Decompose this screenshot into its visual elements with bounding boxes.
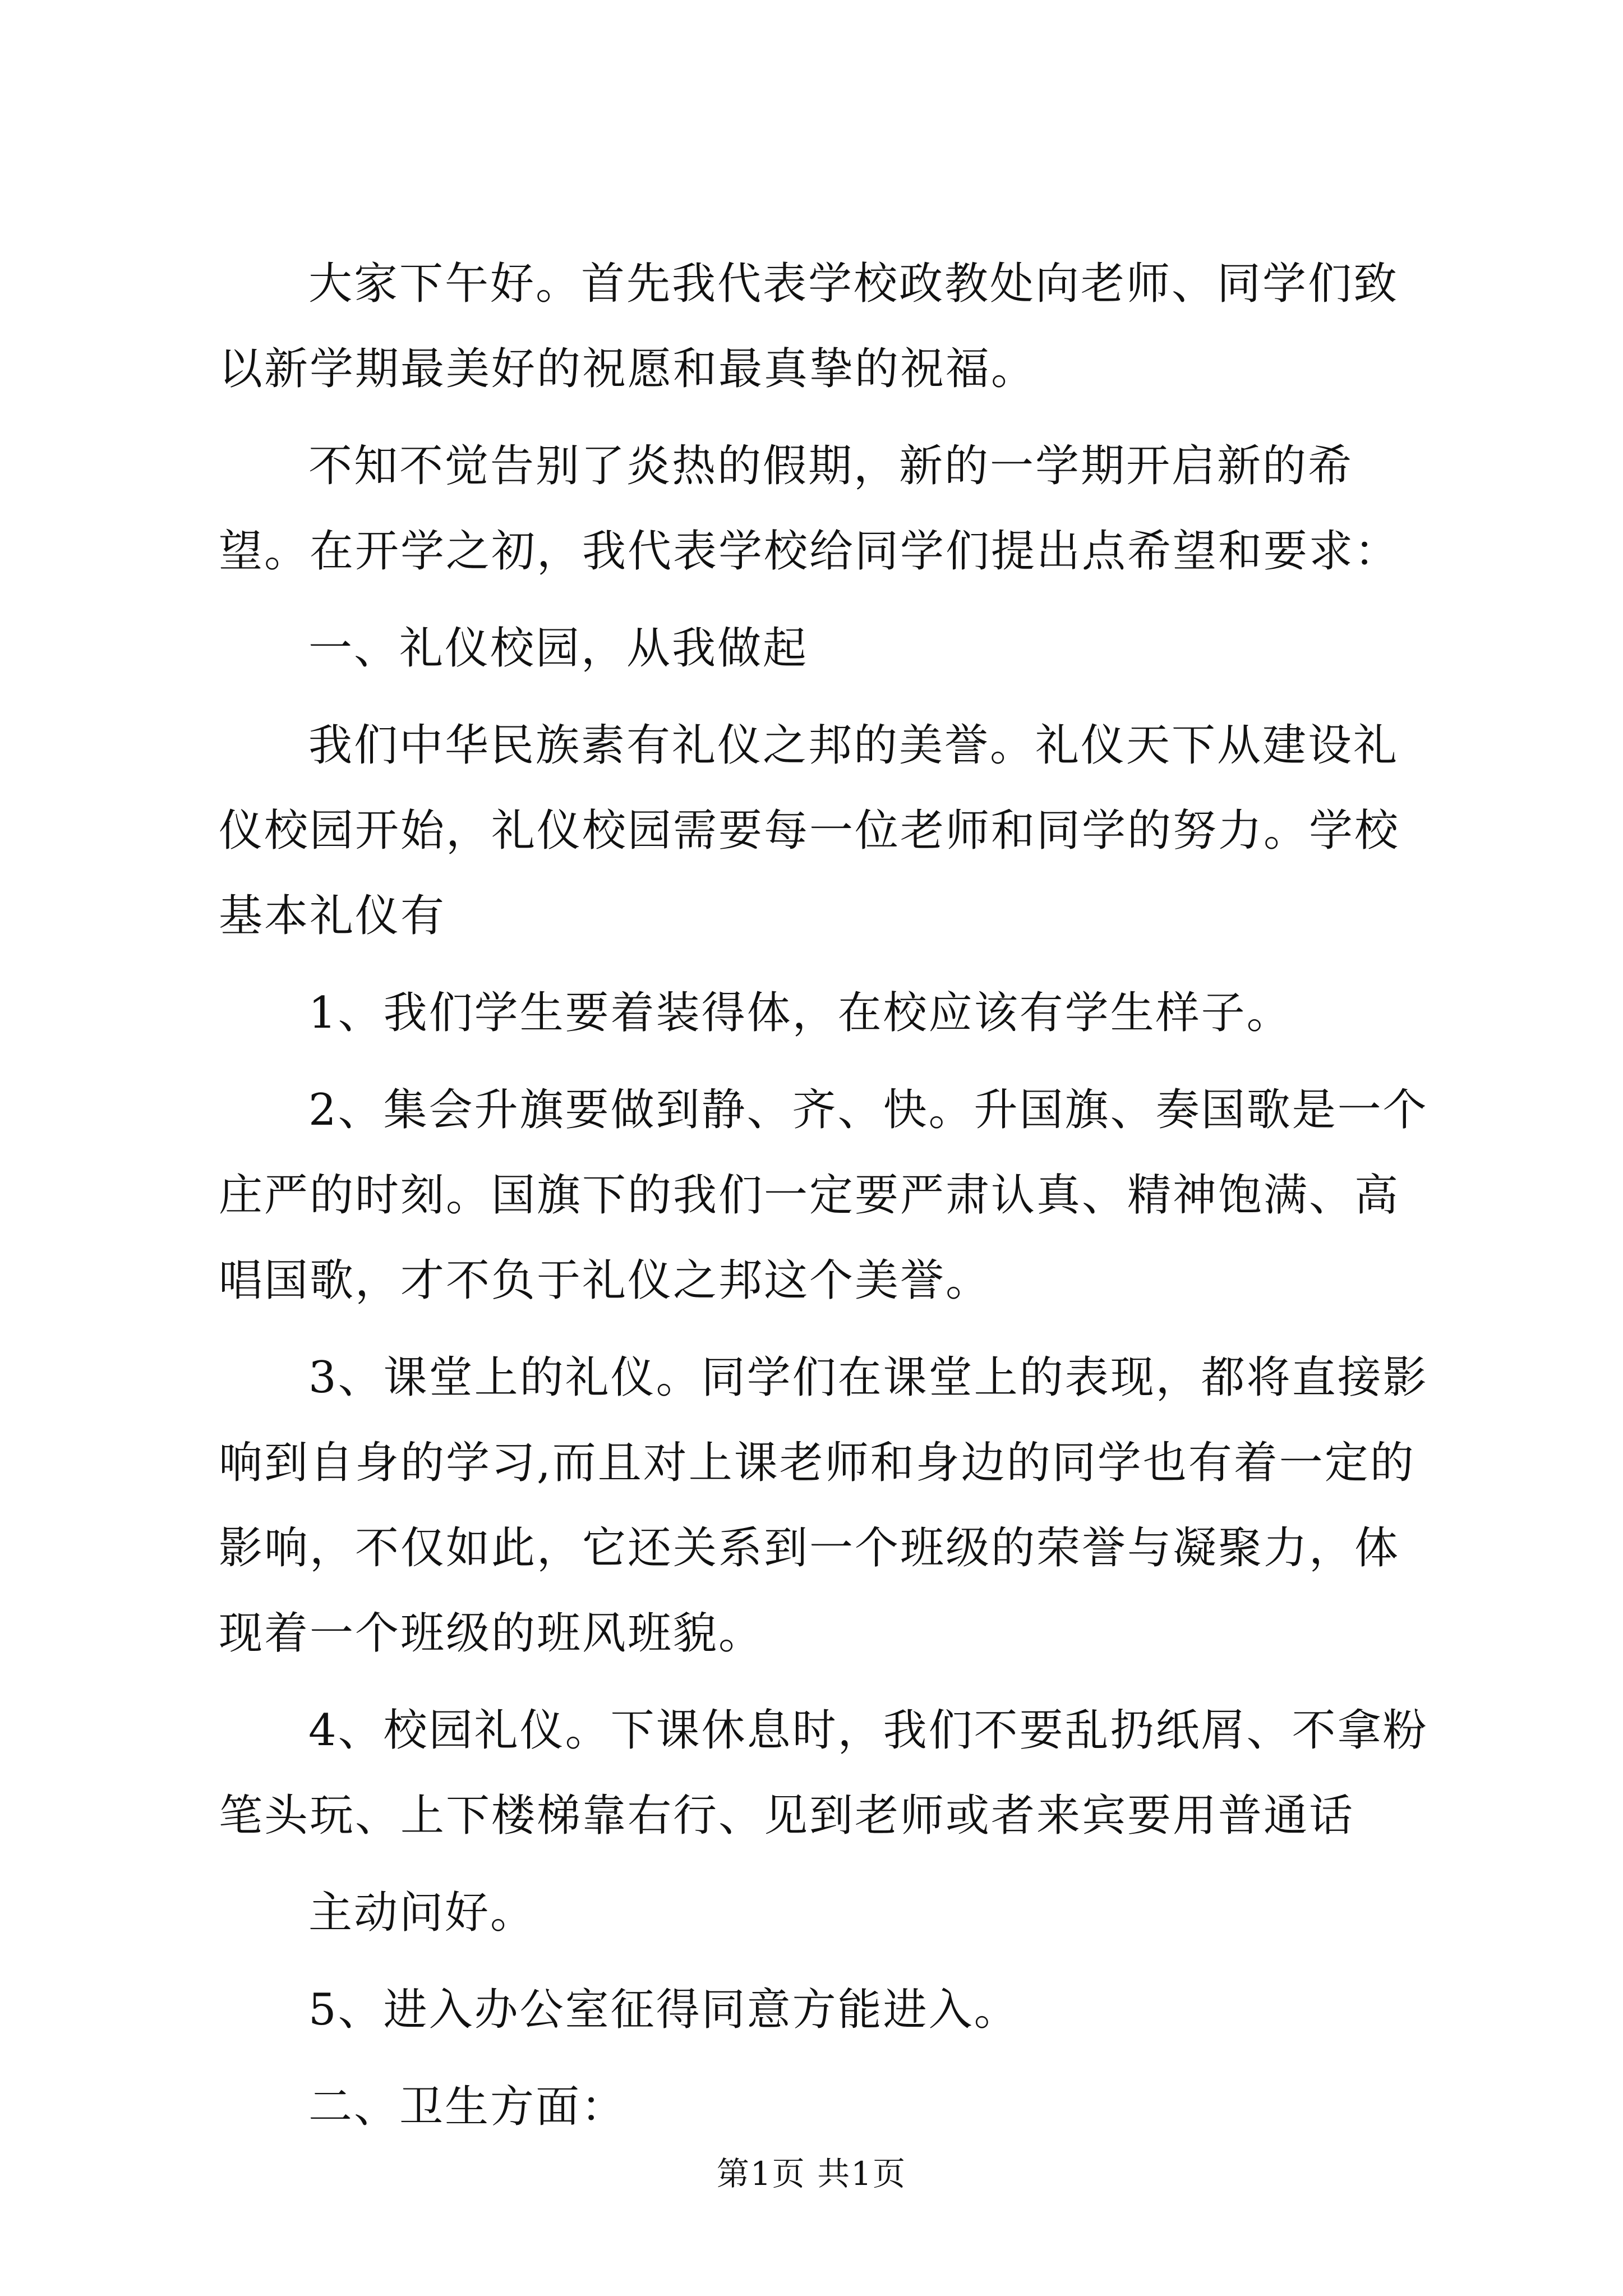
list-item-campus-continued: 主动问好。 — [308, 1888, 536, 1938]
list-item-office: 5、进入办公室征得同意方能进入。 — [308, 1985, 1020, 2035]
document-body — [219, 241, 1436, 2161]
list-item-flag-raising: 2、集会升旗要做到静、齐、快。升国旗、奏国歌是一个庄严的时刻。国旗下的我们一定要严肃认真、精神饱满、高唱国歌，才不负于礼仪之邦这个美誉。 — [219, 1085, 1428, 1306]
list-item-dress: 1、我们学生要着装得体，在校应该有学生样子。 — [308, 988, 1292, 1038]
section-heading-hygiene: 二、卫生方面： — [308, 2082, 627, 2132]
list-item-campus: 4、校园礼仪。下课休息时，我们不要乱扔纸屑、不拿粉笔头玩、上下楼梯靠右行、见到老师或者来宾要用普通话 — [219, 1705, 1428, 1841]
paragraph-greeting: 大家下午好。首先我代表学校政教处向老师、同学们致以新学期最美好的祝愿和最真挚的祝福。 — [219, 259, 1399, 394]
page-footer: 第1页 共1页 — [716, 2155, 907, 2193]
list-item-classroom: 3、课堂上的礼仪。同学们在课堂上的表现，都将直接影响到自身的学习,而且对上课老师和身边的同学也有着一定的影响，不仅如此，它还关系到一个班级的荣誉与凝聚力，体现着一个班级的班风班貌。 — [219, 1352, 1428, 1659]
section-heading-etiquette: 一、礼仪校园，从我做起 — [308, 623, 809, 674]
paragraph-etiquette-intro: 我们中华民族素有礼仪之邦的美誉。礼仪天下从建设礼仪校园开始，礼仪校园需要每一位老师和同学的努力。学校基本礼仪有 — [219, 720, 1400, 941]
paragraph-new-semester: 不知不觉告别了炎热的假期，新的一学期开启新的希望。在开学之初，我代表学校给同学们提出点希望和要求： — [219, 441, 1400, 577]
